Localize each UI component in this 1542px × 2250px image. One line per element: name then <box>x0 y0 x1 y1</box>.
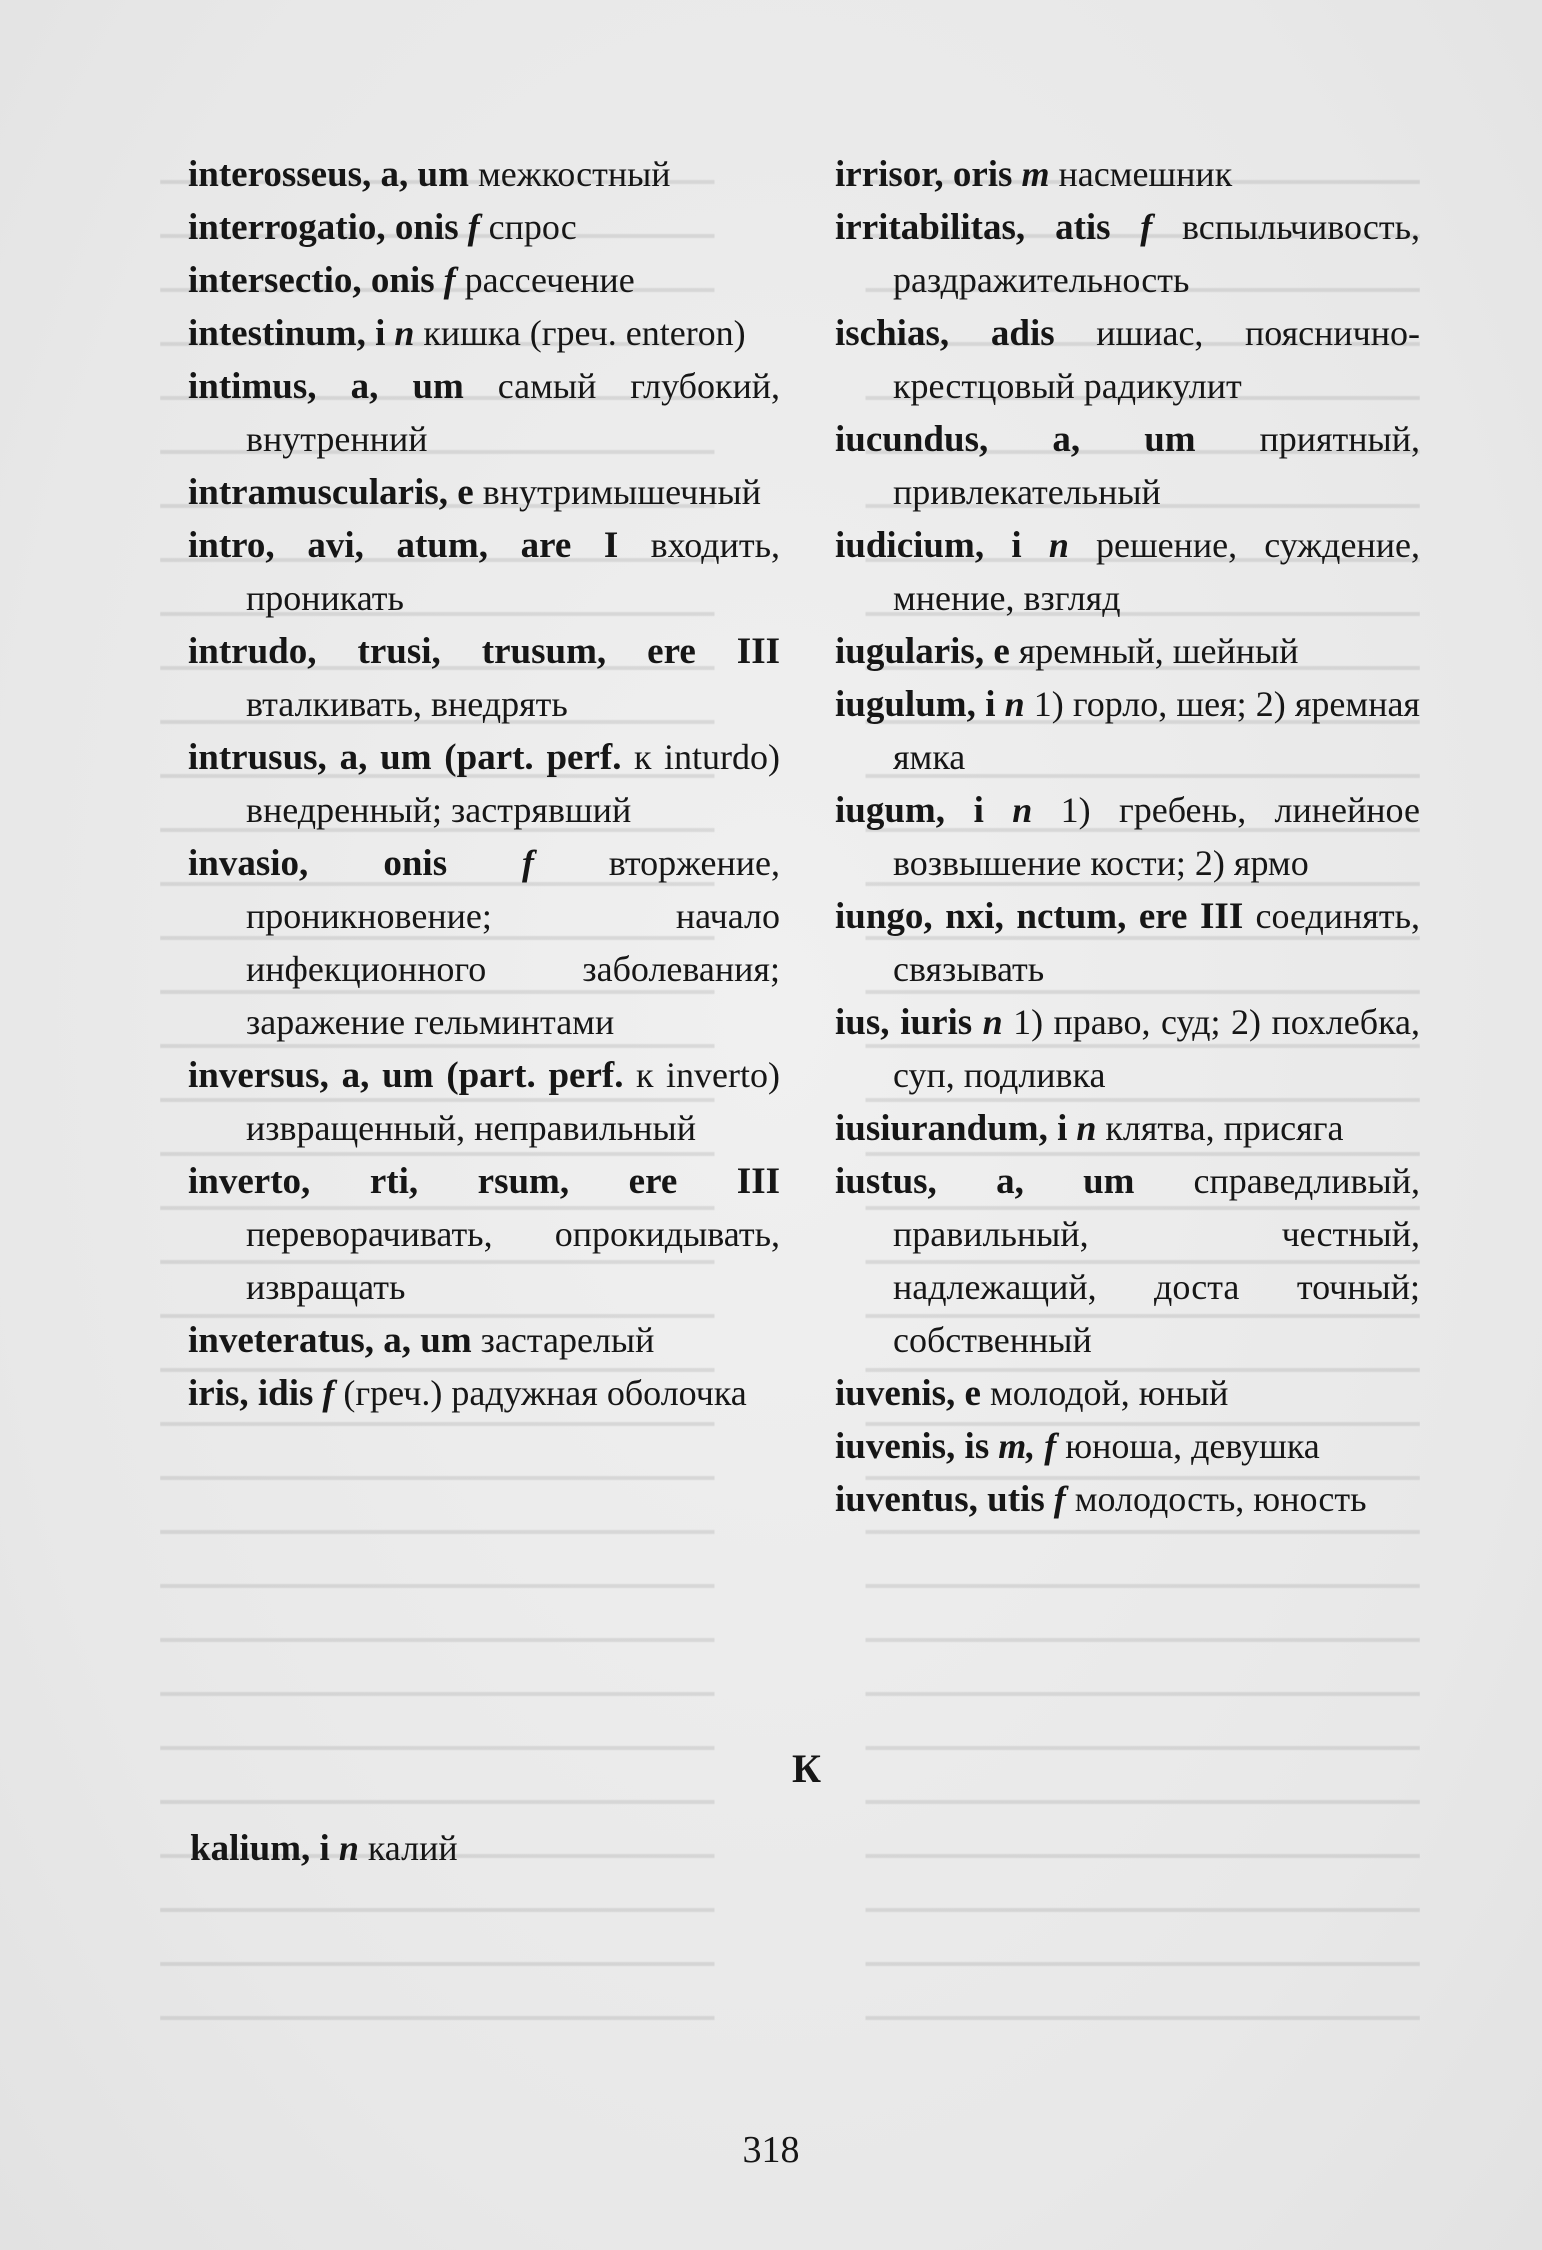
entry-headword: irritabilitas, atis <box>835 207 1111 248</box>
entry-definition: юноша, девушка <box>1056 1426 1320 1466</box>
dictionary-entry <box>835 148 1420 201</box>
dictionary-entry <box>188 307 780 360</box>
entry-definition: калий <box>358 1828 458 1868</box>
dictionary-entry <box>835 307 1420 413</box>
entry-headword: iuventus, utis <box>835 1479 1045 1520</box>
entry-grammar: n <box>1067 1108 1097 1148</box>
page-number: 318 <box>742 2129 800 2171</box>
entry-definition: переворачивать, опрокидывать, извращать <box>246 1214 780 1307</box>
entry-definition: приятный, привлекательный <box>893 419 1421 512</box>
right-column <box>835 148 1420 1526</box>
dictionary-entry <box>835 413 1420 519</box>
left-column <box>188 148 780 1420</box>
entry-headword: inversus, a, um (part. perf. <box>188 1055 624 1096</box>
dictionary-entry <box>188 201 780 254</box>
entry-headword: invasio, onis <box>188 843 448 884</box>
entry-definition: к inturdo) внедренный; застрявший <box>246 737 780 830</box>
entry-headword: iuvenis, e <box>835 1373 981 1414</box>
dictionary-entry <box>835 201 1420 307</box>
entry-definition: соединять, связывать <box>893 896 1421 989</box>
entry-headword: inveteratus, a, um <box>188 1320 472 1361</box>
entry-headword: intimus, a, um <box>188 366 464 407</box>
dictionary-entry <box>835 1420 1420 1473</box>
entry-headword: interosseus, a, um <box>188 154 469 195</box>
dictionary-entry <box>835 1473 1420 1526</box>
section-letter: К <box>792 1746 822 1791</box>
dictionary-entry <box>188 1367 780 1420</box>
dictionary-entry <box>188 1314 780 1367</box>
dictionary-entry <box>188 1155 780 1314</box>
entry-definition: вспыльчивость, раздражительность <box>893 207 1420 300</box>
entry-headword: iustus, a, um <box>835 1161 1135 1202</box>
dictionary-entry <box>188 625 780 731</box>
entry-headword: iudicium, i <box>835 525 1022 566</box>
entry-definition: к inverto) извращенный, неправильный <box>246 1055 780 1148</box>
dictionary-entry <box>835 678 1420 784</box>
entry-definition: межкостный <box>468 154 671 194</box>
entry-headword: intramuscularis, e <box>188 472 474 513</box>
entry-headword: iusiurandum, i <box>835 1108 1068 1149</box>
dictionary-entry <box>835 996 1420 1102</box>
entry-definition: ишиас, пояснично-крестцовый радикулит <box>893 313 1420 406</box>
dictionary-entry <box>188 360 780 466</box>
entry-grammar: n <box>972 1002 1003 1042</box>
dictionary-entry <box>835 519 1420 625</box>
entry-definition: рассечение <box>455 260 635 300</box>
dictionary-entry <box>835 1102 1420 1155</box>
entry-headword: iucundus, a, um <box>835 419 1196 460</box>
entry-grammar: f <box>447 843 534 883</box>
entry-definition: внутримышечный <box>473 472 761 512</box>
dictionary-entry <box>188 519 780 625</box>
entry-grammar: f <box>434 260 456 300</box>
entry-grammar: n <box>385 313 415 353</box>
entry-definition: справедливый, правильный, честный, надлежащий, доста точный; собственный <box>893 1161 1421 1360</box>
entry-definition: вторжение, проникновение; начало инфекционного заболевания; заражение гельминтами <box>246 843 781 1042</box>
entry-grammar: n <box>1021 525 1069 565</box>
dictionary-entry <box>188 466 780 519</box>
dictionary-entry <box>835 1367 1420 1420</box>
entry-grammar: f <box>1044 1479 1066 1519</box>
dictionary-entry <box>188 254 780 307</box>
entry-headword: intersectio, onis <box>188 260 435 301</box>
entry-grammar: m <box>1012 154 1050 194</box>
entry-headword: intestinum, i <box>188 313 386 354</box>
entry-headword: iugum, i <box>835 790 984 831</box>
entry-grammar: n <box>995 684 1025 724</box>
entry-headword: iungo, nxi, nctum, ere III <box>835 896 1244 937</box>
entry-definition: (греч.) радужная оболочка <box>334 1373 747 1413</box>
entry-definition: кишка (греч. enteron) <box>414 313 746 353</box>
entry-definition: насмешник <box>1049 154 1233 194</box>
entry-definition: вталкивать, внедрять <box>246 684 568 724</box>
dictionary-entry-kalium <box>190 1822 790 1875</box>
entry-definition: решение, суждение, мнение, взгляд <box>893 525 1420 618</box>
dictionary-entry <box>188 731 780 837</box>
dictionary-entry <box>835 1155 1420 1367</box>
dictionary-entry <box>188 837 780 1049</box>
entry-headword: ius, iuris <box>835 1002 973 1043</box>
entry-headword: iris, idis <box>188 1373 314 1414</box>
dictionary-entry <box>188 148 780 201</box>
entry-headword: iuvenis, is <box>835 1426 990 1467</box>
entry-headword: intro, avi, atum, are I <box>188 525 619 566</box>
entry-headword: ischias, adis <box>835 313 1055 354</box>
dictionary-entry <box>835 784 1420 890</box>
entry-headword: iugulum, i <box>835 684 996 725</box>
entry-headword: iugularis, e <box>835 631 1010 672</box>
entry-definition: молодой, юный <box>980 1373 1229 1413</box>
dictionary-entry <box>835 625 1420 678</box>
entry-grammar: m, f <box>989 1426 1057 1466</box>
entry-definition: входить, проникать <box>246 525 781 618</box>
entry-grammar: n <box>983 790 1033 830</box>
dictionary-entry <box>835 890 1420 996</box>
entry-grammar: f <box>458 207 480 247</box>
dictionary-entry <box>188 1049 780 1155</box>
entry-definition: спрос <box>479 207 577 247</box>
entry-grammar: n <box>329 1828 359 1868</box>
entry-definition: клятва, присяга <box>1096 1108 1344 1148</box>
entry-definition: яремный, шейный <box>1009 631 1299 671</box>
entry-definition: застарелый <box>471 1320 655 1360</box>
entry-definition: молодость, юность <box>1065 1479 1367 1519</box>
entry-headword: kalium, i <box>190 1828 330 1869</box>
entry-headword: interrogatio, onis <box>188 207 459 248</box>
entry-grammar: f <box>1110 207 1153 247</box>
entry-grammar: f <box>313 1373 335 1413</box>
entry-headword: irrisor, oris <box>835 154 1013 195</box>
entry-definition: самый глубокий, внутренний <box>246 366 780 459</box>
entry-definition: 1) гребень, линейное возвышение кости; 2) ярмо <box>893 790 1420 883</box>
entry-headword: intrudo, trusi, trusum, ere III <box>188 631 780 672</box>
entry-headword: inverto, rti, rsum, ere III <box>188 1161 780 1202</box>
entry-definition: 1) горло, шея; 2) яремная ямка <box>893 684 1420 777</box>
entry-definition: 1) право, суд; 2) похлебка, суп, подливка <box>893 1002 1420 1095</box>
entry-headword: intrusus, a, um (part. perf. <box>188 737 622 778</box>
